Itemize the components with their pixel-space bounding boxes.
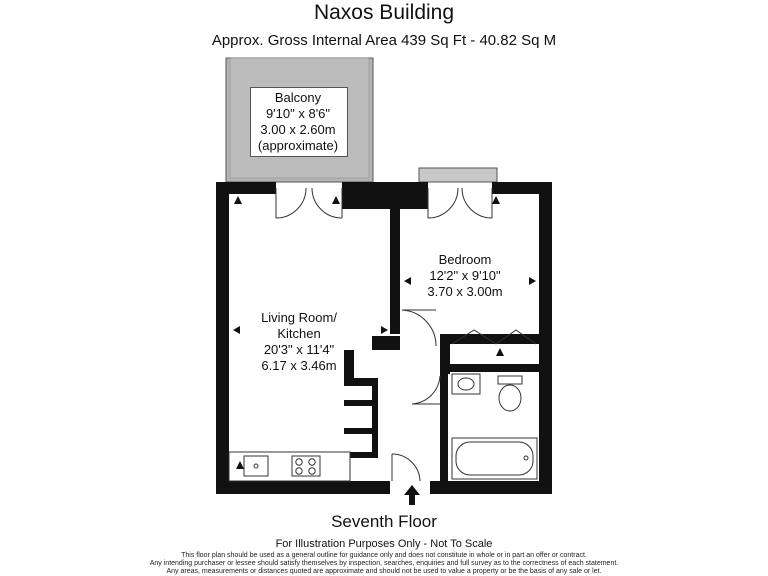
living-room-label xyxy=(244,310,354,374)
bedroom-name: Bedroom xyxy=(438,252,492,267)
disclaimer-line: Any intending purchaser or lessee should satisfy themselves by inspection, searches, enquiries and full survey as to the correctness of each statement. xyxy=(149,560,619,567)
balcony-name: Balcony xyxy=(274,90,322,105)
basin-icon xyxy=(452,374,480,394)
kitchen-sink-icon xyxy=(244,456,268,476)
area-summary: Approx. Gross Internal Area 439 Sq Ft - 40.82 Sq M xyxy=(211,32,557,49)
bathroom xyxy=(452,374,537,479)
hob-icon xyxy=(292,456,320,476)
property-title: Naxos Building xyxy=(313,1,455,24)
balcony-imperial: 9'10" x 8'6" xyxy=(265,106,331,121)
up-arrow-icon xyxy=(404,485,420,505)
disclaimer xyxy=(0,552,768,576)
living-room-metric: 6.17 x 3.46m xyxy=(261,358,337,373)
toilet-icon xyxy=(498,376,522,411)
living-room-name-line1: Living Room/ xyxy=(261,310,337,325)
scale-note: For Illustration Purposes Only - Not To Scale xyxy=(275,538,493,550)
disclaimer-line: This floor plan should be used as a general outline for guidance only and does not constitute in whole or in part an offer or contract. xyxy=(181,552,587,559)
balcony-metric: 3.00 x 2.60m xyxy=(260,122,336,137)
bedroom-balcony-strip xyxy=(419,168,497,182)
disclaimer-line: Any areas, measurements or distances quoted are approximate and should not be used to value a property or be the basis of any sale or let. xyxy=(166,568,602,575)
bedroom-metric: 3.70 x 3.00m xyxy=(427,284,503,299)
living-room-imperial: 20'3" x 11'4" xyxy=(263,342,335,357)
kitchen-counter xyxy=(229,452,350,481)
bedroom-label xyxy=(410,252,520,300)
balcony-note: (approximate) xyxy=(257,138,339,153)
living-room-name-line2: Kitchen xyxy=(277,326,321,341)
balcony-label xyxy=(250,90,346,154)
bath-icon xyxy=(452,438,537,479)
bedroom-imperial: 12'2" x 9'10" xyxy=(429,268,501,283)
floor-name: Seventh Floor xyxy=(331,512,437,531)
